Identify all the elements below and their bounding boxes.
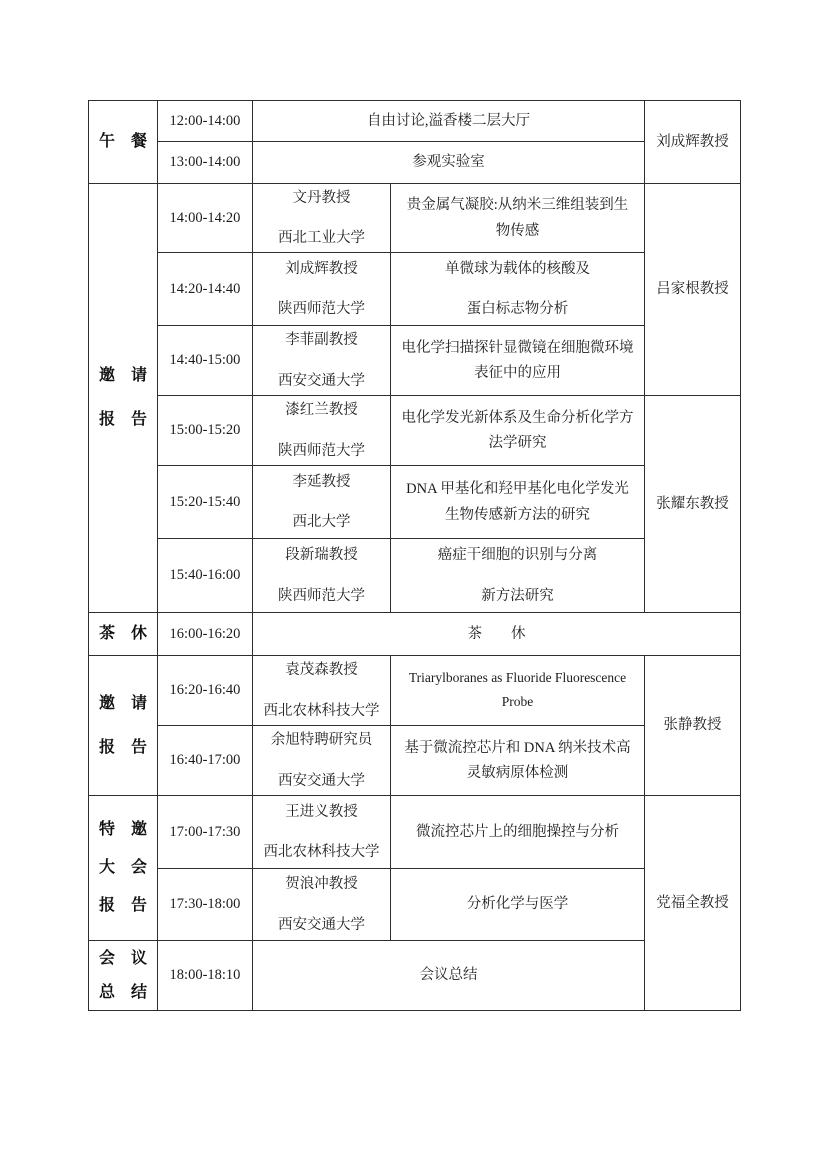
time-text: 13:00-14:00 [169, 154, 241, 171]
speaker-affiliation: 西北农林科技大学 [263, 844, 380, 860]
time-text: 14:40-15:00 [169, 352, 241, 369]
table-row [89, 613, 741, 656]
talk-title-cell [391, 726, 645, 796]
session-label-text: 会 议 [98, 949, 147, 967]
time-text: 17:30-18:00 [169, 896, 241, 913]
speaker-cell [253, 539, 391, 613]
speaker-name: 文丹教授 [292, 189, 351, 206]
talk-title-line: 灵敏病原体检测 [466, 765, 569, 781]
chair-name: 张静教授 [663, 717, 722, 734]
table-row [89, 142, 741, 184]
table-row [89, 184, 741, 253]
session-label-text: 报 告 [98, 411, 147, 428]
talk-title-line: 电化学发光新体系及生命分析化学方 [401, 409, 634, 426]
chair-name: 张耀东教授 [656, 495, 729, 512]
speaker-name: 袁茂森教授 [285, 662, 358, 679]
talk-title-line: 蛋白标志物分析 [466, 301, 569, 317]
session-label-lunch [89, 101, 158, 184]
time-cell [158, 656, 253, 726]
talk-title-line: 分析化学与医学 [466, 896, 569, 913]
time-cell [158, 142, 253, 184]
talk-title-cell [391, 796, 645, 869]
talk-title-cell [391, 869, 645, 941]
table-row [89, 539, 741, 613]
talk-title-cell [391, 466, 645, 539]
speaker-name: 段新瑞教授 [285, 547, 358, 564]
talk-title-cell [391, 184, 645, 253]
content-cell [253, 142, 645, 184]
chair-cell [645, 184, 741, 396]
talk-title-line: 电化学扫描探针显微镜在细胞微环境 [401, 339, 634, 356]
talk-title-line: 贵金属气凝胶:从纳米三维组装到生 [406, 197, 629, 214]
table-row [89, 796, 741, 869]
speaker-name: 余旭特聘研究员 [270, 732, 373, 749]
table-row [89, 466, 741, 539]
content-cell [253, 941, 645, 1011]
session-label-text: 午 餐 [98, 133, 147, 150]
session-label-text: 大 会 [98, 859, 147, 876]
chair-name: 刘成辉教授 [656, 133, 729, 150]
speaker-cell [253, 184, 391, 253]
talk-title-line: 物传感 [495, 222, 540, 239]
table-row [89, 726, 741, 796]
talk-title-line: 癌症干细胞的识别与分离 [437, 547, 598, 564]
speaker-cell [253, 326, 391, 396]
chair-cell [645, 101, 741, 184]
talk-title-line: Triarylboranes as Fluoride Fluorescence [408, 670, 627, 686]
content-text: 茶 休 [467, 625, 526, 642]
time-cell [158, 101, 253, 142]
speaker-name: 漆红兰教授 [285, 402, 358, 419]
time-cell [158, 184, 253, 253]
talk-title-line: 表征中的应用 [474, 365, 561, 381]
time-cell [158, 613, 253, 656]
table-row [89, 656, 741, 726]
speaker-name: 王进义教授 [285, 803, 358, 820]
session-label-tea-break [89, 613, 158, 656]
time-text: 15:00-15:20 [169, 422, 241, 439]
speaker-name: 李菲副教授 [285, 332, 358, 349]
talk-title-cell [391, 539, 645, 613]
session-label-closing [89, 941, 158, 1011]
chair-name: 吕家根教授 [656, 281, 729, 298]
time-cell [158, 869, 253, 941]
conference-schedule-table [88, 100, 741, 1011]
speaker-affiliation: 西安交通大学 [278, 772, 365, 789]
table-row [89, 253, 741, 326]
table-row [89, 869, 741, 941]
content-text: 会议总结 [419, 967, 478, 984]
talk-title-line: 单微球为载体的核酸及 [445, 260, 590, 277]
talk-title-line: 基于微流控芯片和 DNA 纳米技术高 [404, 739, 631, 756]
session-label-plenary [89, 796, 158, 941]
time-text: 14:20-14:40 [169, 280, 241, 297]
talk-title-line: 法学研究 [488, 435, 547, 451]
session-label-invited-2 [89, 656, 158, 796]
time-cell [158, 253, 253, 326]
session-label-text: 茶 休 [98, 625, 147, 642]
session-label-invited-1 [89, 184, 158, 613]
speaker-affiliation: 陕西师范大学 [278, 442, 365, 459]
time-text: 12:00-14:00 [169, 112, 241, 129]
time-text: 15:40-16:00 [169, 567, 241, 584]
time-text: 18:00-18:10 [169, 967, 241, 984]
speaker-affiliation: 西北工业大学 [278, 230, 365, 246]
chair-name: 党福全教授 [656, 894, 729, 911]
session-label-text: 邀 请 [98, 694, 147, 712]
speaker-cell [253, 726, 391, 796]
speaker-cell [253, 656, 391, 726]
content-cell [253, 101, 645, 142]
time-text: 16:00-16:20 [169, 625, 241, 642]
speaker-cell [253, 796, 391, 869]
table-row [89, 326, 741, 396]
session-label-text: 报 告 [98, 738, 147, 756]
time-text: 16:40-17:00 [169, 752, 241, 769]
speaker-affiliation: 西安交通大学 [278, 372, 365, 389]
time-cell [158, 941, 253, 1011]
time-text: 16:20-16:40 [169, 682, 241, 699]
speaker-name: 李延教授 [292, 473, 351, 490]
chair-cell [645, 656, 741, 796]
talk-title-cell [391, 253, 645, 326]
table-row [89, 941, 741, 1011]
time-cell [158, 326, 253, 396]
content-cell [253, 613, 741, 656]
speaker-cell [253, 466, 391, 539]
speaker-affiliation: 陕西师范大学 [278, 587, 365, 604]
time-cell [158, 539, 253, 613]
session-label-text: 特 邀 [98, 821, 147, 838]
speaker-cell [253, 253, 391, 326]
speaker-affiliation: 西北大学 [292, 514, 351, 530]
talk-title-line: DNA 甲基化和羟甲基化电化学发光 [406, 481, 629, 498]
time-cell [158, 726, 253, 796]
speaker-affiliation: 西安交通大学 [278, 916, 365, 933]
talk-title-line: 新方法研究 [481, 587, 554, 604]
chair-cell [645, 396, 741, 613]
talk-title-cell [391, 396, 645, 466]
chair-cell [645, 796, 741, 1011]
talk-title-line: Probe [501, 694, 534, 709]
speaker-cell [253, 869, 391, 941]
time-text: 17:00-17:30 [169, 823, 241, 840]
speaker-cell [253, 396, 391, 466]
speaker-name: 刘成辉教授 [285, 260, 358, 277]
table-row [89, 101, 741, 142]
speaker-name: 贺浪冲教授 [285, 876, 358, 893]
talk-title-line: 微流控芯片上的细胞操控与分析 [416, 823, 619, 840]
table-row [89, 396, 741, 466]
time-text: 14:00-14:20 [169, 209, 241, 226]
speaker-affiliation: 陕西师范大学 [278, 301, 365, 317]
time-cell [158, 796, 253, 869]
content-text: 自由讨论,溢香楼二层大厅 [366, 112, 531, 129]
time-cell [158, 466, 253, 539]
content-text: 参观实验室 [412, 154, 485, 171]
session-label-text: 邀 请 [98, 367, 147, 384]
session-label-text: 总 结 [98, 983, 147, 1001]
time-cell [158, 396, 253, 466]
talk-title-cell [391, 326, 645, 396]
talk-title-cell [391, 656, 645, 726]
speaker-affiliation: 西北农林科技大学 [263, 702, 380, 719]
session-label-text: 报 告 [98, 897, 147, 914]
time-text: 15:20-15:40 [169, 493, 241, 510]
talk-title-line: 生物传感新方法的研究 [445, 506, 590, 523]
